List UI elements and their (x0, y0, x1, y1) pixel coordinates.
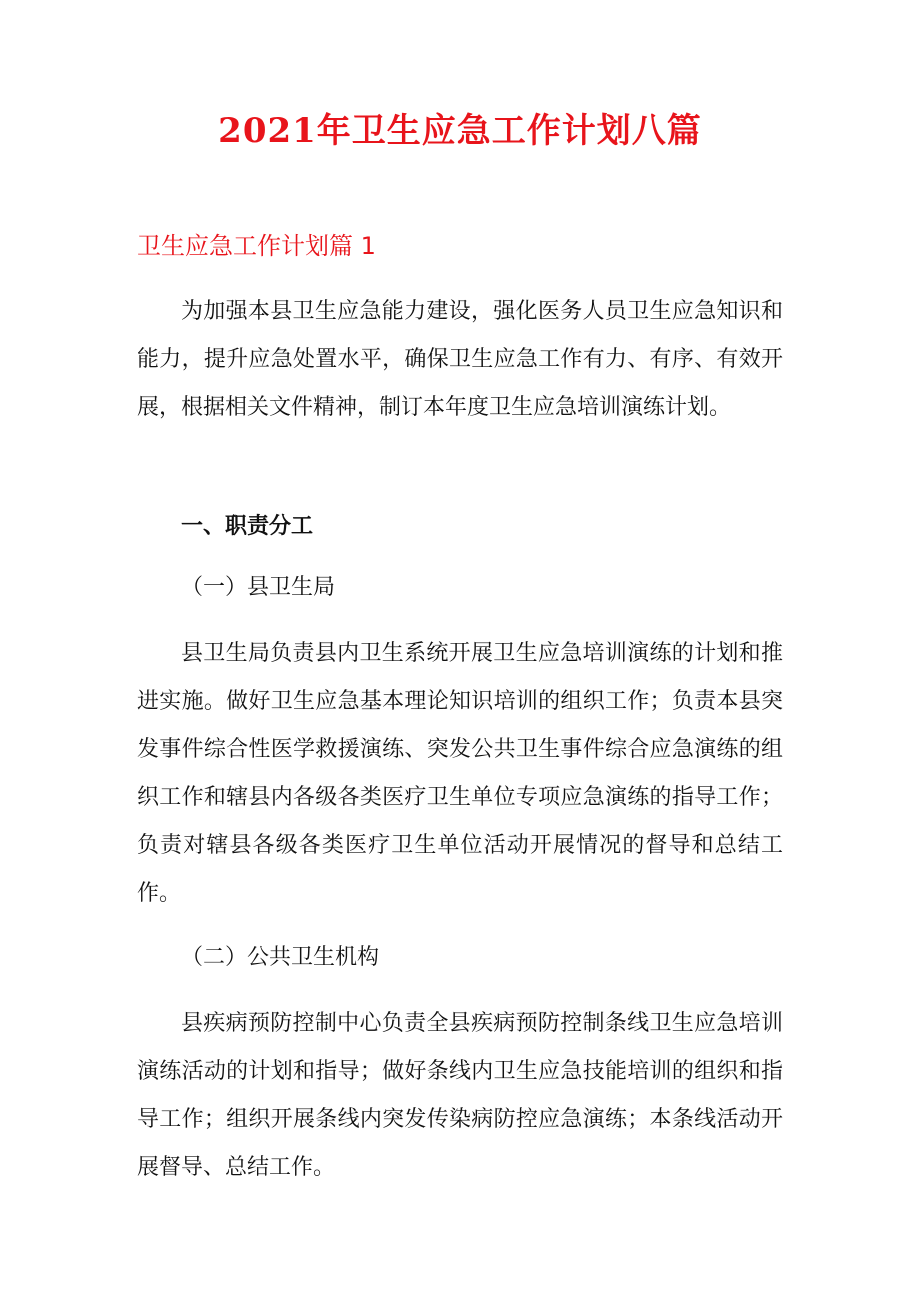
intro-paragraph: 为加强本县卫生应急能力建设，强化医务人员卫生应急知识和能力，提升应急处置水平，确保卫生应急工作有力、有序、有效开展，根据相关文件精神，制订本年度卫生应急培训演练计划。 (137, 299, 783, 420)
heading-responsibilities: 一、职责分工 (181, 513, 314, 539)
county-bureau-paragraph: 县卫生局负责县内卫生系统开展卫生应急培训演练的计划和推进实施。做好卫生应急基本理论知识培训的组织工作；负责本县突发事件综合性医学救援演练、突发公共卫生事件综合应急演练的组织工作和辖县内各级各类医疗卫生单位专项应急演练的指导工作；负责对辖县各级各类医疗卫生单位活动开展情况的督导和总结工作。 (137, 641, 783, 906)
public-health-paragraph: 县疾病预防控制中心负责全县疾病预防控制条线卫生应急培训演练活动的计划和指导；做好条线内卫生应急技能培训的组织和指导工作；组织开展条线内突发传染病防控应急演练；本条线活动开展督导、总结工作。 (137, 1011, 783, 1180)
sub-heading-county-bureau: （一）县卫生局 (181, 575, 336, 600)
sub-heading-public-health: （二）公共卫生机构 (181, 945, 380, 970)
document-title: 2021年卫生应急工作计划八篇 (218, 111, 702, 151)
section-heading: 卫生应急工作计划篇 1 (137, 232, 376, 260)
